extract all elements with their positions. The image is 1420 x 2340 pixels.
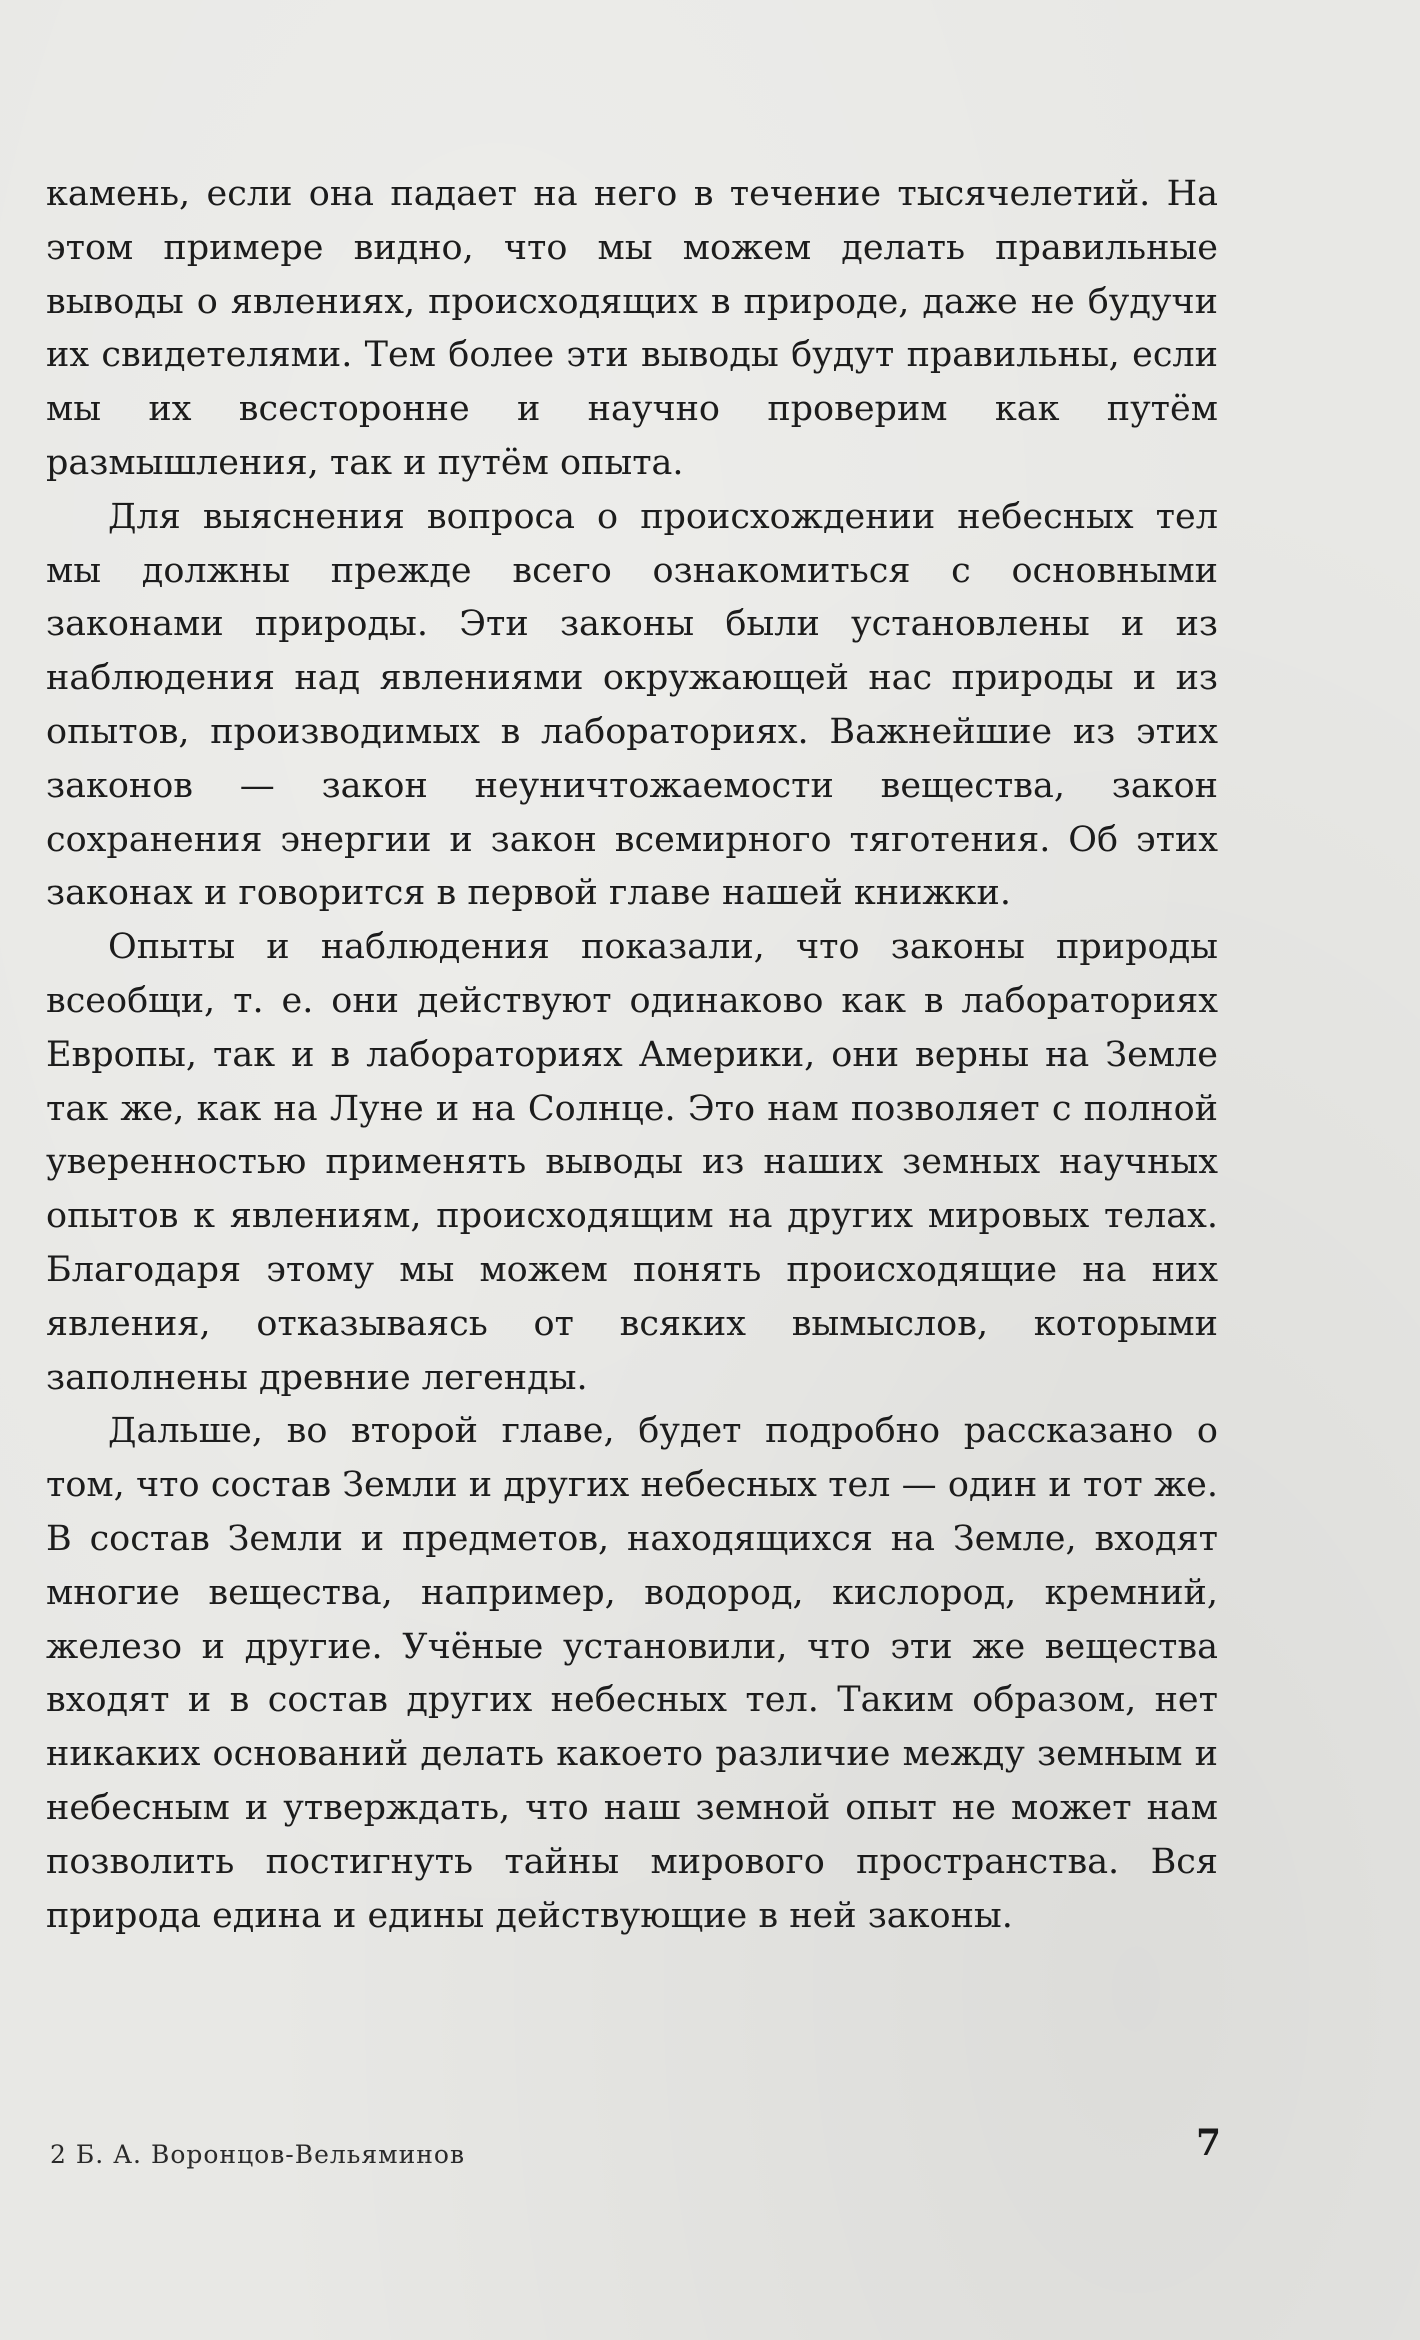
paragraph-2: Для выяснения вопроса о происхождении небесных тел мы должны прежде всего ознакомиться с основными законами природы. Эти законы были установлены и из наблюдения над явлениями окружающей нас природы и из опытов, производимых в лабораториях. Важнейшие из этих законов — закон неуничтожаемости вещества, закон сохранения энергии и закон всемирного тяготения. Об этих законах и говорится в первой главе нашей книжки. bbox=[46, 496, 1218, 914]
paragraph-1: камень, если она падает на него в течение тысячелетий. На этом примере видно, что мы можем делать правильные выводы о явлениях, происходящих в природе, даже не будучи их свидетелями. Тем более эти выводы будут правильны, если мы их всесторонне и научно проверим как путём размышления, так и путём опыта. bbox=[46, 174, 1218, 483]
body-text bbox=[46, 168, 1218, 1943]
paragraph-4: Дальше, во второй главе, будет подробно рассказано о том, что состав Земли и других небесных тел — один и тот же. В состав Земли и предметов, находящихся на Земле, входят многие вещества, например, водород, кислород, кремний, железо и другие. Учёные установили, что эти же вещества входят и в состав других небесных тел. Таким образом, нет никаких оснований делать какоето различие между земным и небесным и утверждать, что наш земной опыт не может нам позволить постигнуть тайны мирового пространства. Вся природа едина и едины действующие в ней законы. bbox=[46, 1411, 1218, 1936]
page-number: 7 bbox=[1196, 2122, 1222, 2164]
paragraph-3: Опыты и наблюдения показали, что законы природы всеобщи, т. е. они действуют одинаково как в лабораториях Европы, так и в лабораториях Америки, они верны на Земле так же, как на Луне и на Солнце. Это нам позволяет с полной уверенностью применять выводы из наших земных научных опытов к явлениям, происходящим на других мировых телах. Благодаря этому мы можем понять происходящие на них явления, отказываясь от всяких вымыслов, которыми заполнены древние легенды. bbox=[46, 927, 1218, 1398]
signature-mark: 2 Б. А. Воронцов-Вельяминов bbox=[50, 2140, 466, 2169]
